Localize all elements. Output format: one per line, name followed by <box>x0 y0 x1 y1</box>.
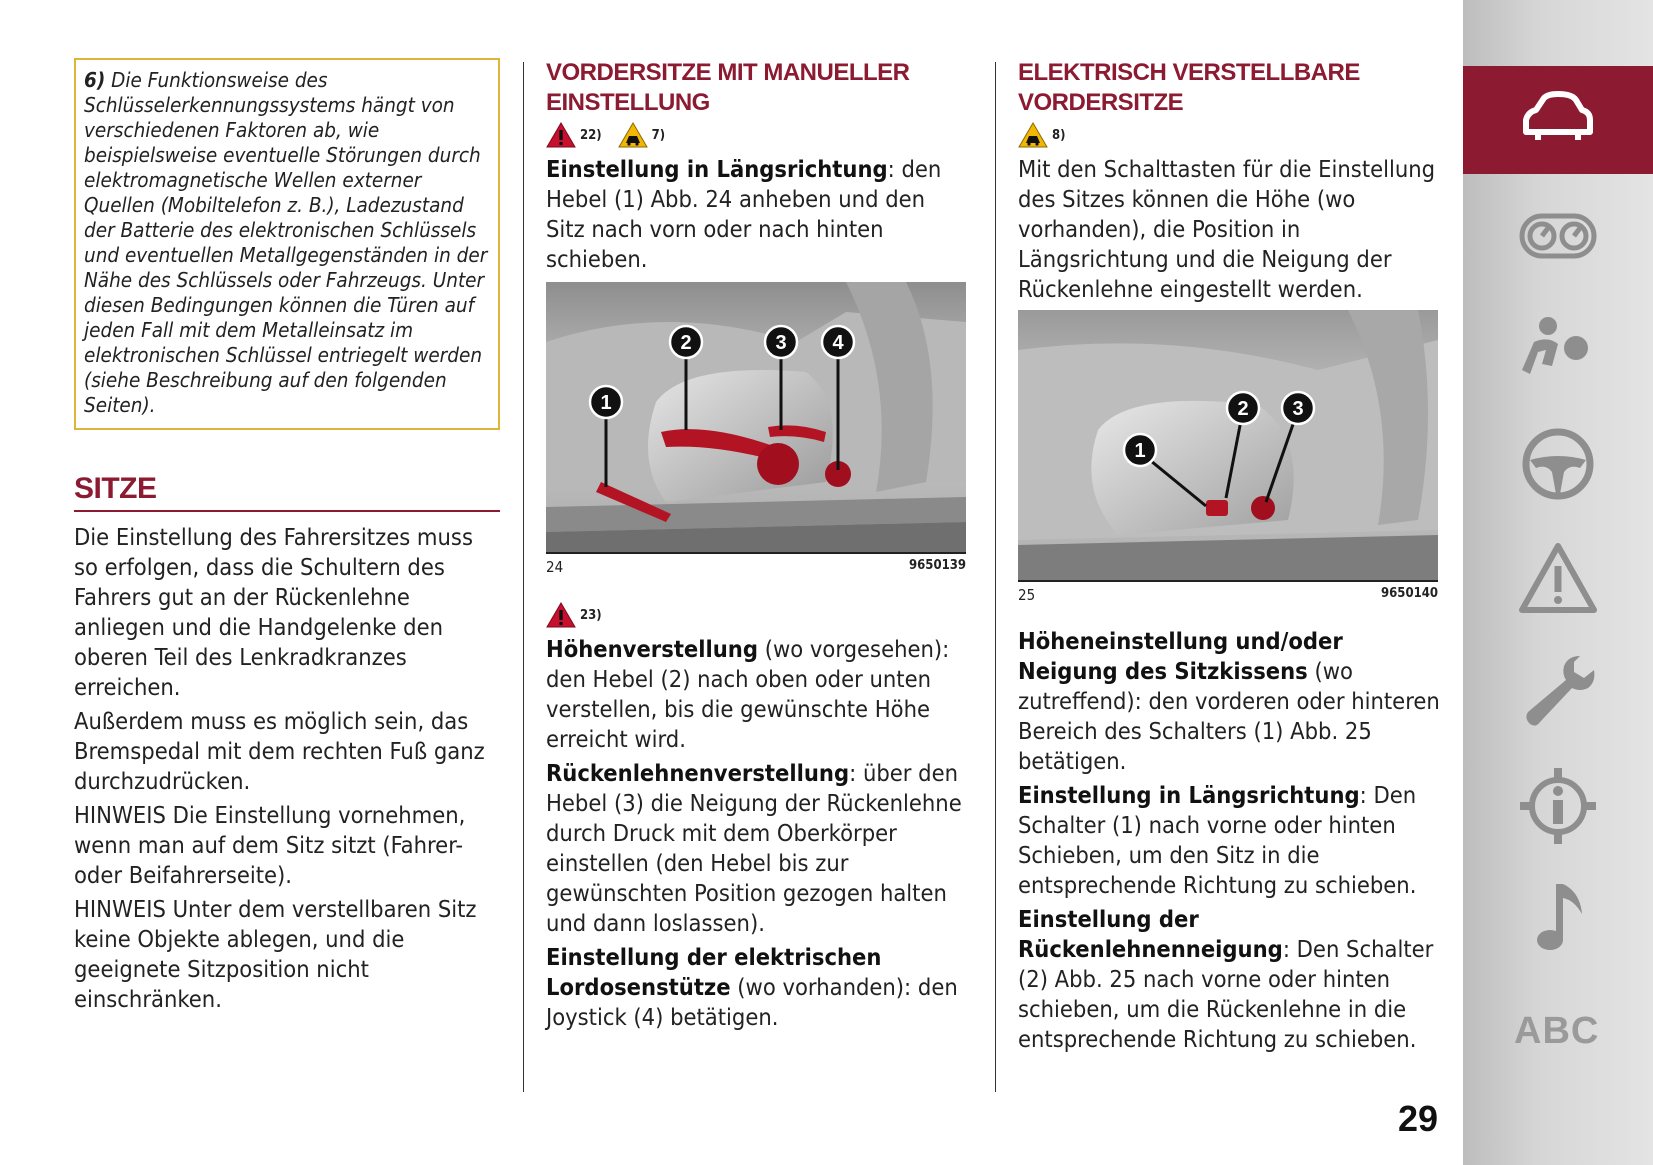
figure-number: 25 <box>1018 586 1036 604</box>
electric-seat-image <box>1018 310 1438 582</box>
footnote-text: Die Funktionsweise des Schlüsselerkennungssystems hängt von verschiedenen Faktoren ab, wie beispielsweise eventuelle Störungen durch elektromagnetische Wellen externer Quellen (Mobiltelefon z. B.), Ladezustand der Batterie des elektronischen Schlüssels und eventuellen Metallgegenständen in der Nähe des Schlüssels oder Fahrzeugs. Unter diesen Bedingungen können die Türen auf jeden Fall mit dem Metalleinsatz im elektronischen Schlüssel entriegelt werden (siehe Beschreibung auf den folgenden Seiten). <box>84 68 488 417</box>
warning-ref[interactable]: 22) <box>580 127 602 143</box>
sitze-paragraph-3: HINWEIS Die Einstellung vornehmen, wenn man auf dem Sitz sitzt (Fahrer- oder Beifahrerseite). <box>74 801 466 889</box>
caution-triangle-icon <box>1018 122 1048 148</box>
paragraph-text: : über den Hebel (3) die Neigung der Rückenlehne durch Druck mit dem Oberkörper einstellen (den Hebel bis zur gewünschten Position gezogen halten und dann loslassen). <box>546 759 962 937</box>
callout-label: 4 <box>832 332 844 354</box>
title-line: VORDERSITZE MIT MANUELLER <box>546 59 910 86</box>
paragraph-text: (wo zutreffend): den vorderen oder hinteren Bereich des Schalters (1) Abb. 25 betätigen. <box>1018 657 1440 775</box>
paragraph-text: (wo vorhanden): den Joystick (4) betätigen. <box>546 973 958 1031</box>
figure-caption <box>546 558 966 576</box>
title-line: ELEKTRISCH VERSTELLBARE <box>1018 59 1360 86</box>
callout-label: 2 <box>680 332 692 354</box>
danger-triangle-icon <box>546 122 576 148</box>
warning-refs <box>1018 120 1448 150</box>
paragraph-text: (wo vorgesehen): den Hebel (2) nach oben oder unten verstellen, bis die gewünschte Höhe erreicht wird. <box>546 635 950 753</box>
bold-term: Rückenlehnenverstellung <box>546 759 850 787</box>
caution-triangle-icon <box>618 122 648 148</box>
sitze-paragraph-2: Außerdem muss es möglich sein, das Bremspedal mit dem rechten Fuß ganz durchzudrücken. <box>74 707 485 795</box>
warning-ref[interactable]: 8) <box>1052 127 1066 143</box>
electric-paragraph-3 <box>1018 780 1448 900</box>
column-divider <box>523 62 524 1092</box>
sitze-paragraph-4: HINWEIS Unter dem verstellbaren Sitz keine Objekte ablegen, und die geeignete Sitzposition nicht einschränken. <box>74 895 477 1013</box>
title-line: EINSTELLUNG <box>546 89 710 116</box>
paragraph-text: : den Hebel (1) Abb. 24 anheben und den Sitz nach vorn oder nach hinten schieben. <box>546 155 942 273</box>
gear-info-icon[interactable] <box>1518 766 1598 846</box>
danger-triangle-icon <box>546 602 576 628</box>
figure-number: 24 <box>546 558 564 576</box>
footnote-number: 6) <box>84 68 106 92</box>
figure-24 <box>546 282 966 576</box>
callout-label: 3 <box>775 332 787 354</box>
warning-refs <box>546 600 966 630</box>
abc-index-label[interactable]: ABC <box>1514 1010 1600 1052</box>
car-icon[interactable] <box>1518 80 1598 160</box>
manual-paragraph-2 <box>546 634 966 754</box>
electric-paragraph-4 <box>1018 904 1448 1054</box>
callout-label: 1 <box>600 392 612 414</box>
section-title-electric <box>1018 58 1448 118</box>
electric-paragraph-2 <box>1018 626 1448 776</box>
column-divider <box>995 62 996 1092</box>
bold-term: Einstellung in Längsrichtung <box>546 155 888 183</box>
section-title-sitze: SITZE <box>74 472 500 512</box>
figure-code: 9650140 <box>1381 586 1438 601</box>
manual-paragraph-3 <box>546 758 966 938</box>
callout-label: 1 <box>1134 440 1146 462</box>
manual-seat-image <box>546 282 966 554</box>
column-middle <box>546 58 966 1036</box>
manual-paragraph-4 <box>546 942 966 1032</box>
wrench-icon[interactable] <box>1518 650 1598 730</box>
warning-ref[interactable]: 7) <box>651 127 666 143</box>
electric-paragraph-1: Mit den Schalttasten für die Einstellung des Sitzes können die Höhe (wo vorhanden), die Position in Längsrichtung und die Neigung der Rückenlehne eingestellt werden. <box>1018 155 1436 303</box>
warning-refs <box>546 120 966 150</box>
music-note-icon[interactable] <box>1518 878 1598 958</box>
bold-term: Einstellung in Längsrichtung <box>1018 781 1360 809</box>
bold-term: Einstellung der Rückenlehnenneigung <box>1018 905 1283 963</box>
figure-caption <box>1018 586 1438 604</box>
warning-ref[interactable]: 23) <box>580 607 602 623</box>
dashboard-icon[interactable] <box>1518 196 1598 276</box>
bold-term: Höheneinstellung und/oder Neigung des Sitzkissens <box>1018 627 1343 685</box>
airbag-icon[interactable] <box>1518 312 1598 392</box>
warning-triangle-icon[interactable] <box>1518 540 1598 620</box>
bold-term: Einstellung der elektrischen Lordosenstütze <box>546 943 882 1001</box>
column-right <box>1018 58 1448 1058</box>
steering-wheel-icon[interactable] <box>1518 424 1598 504</box>
page-number: 29 <box>1398 1098 1439 1139</box>
paragraph-text: : Den Schalter (1) nach vorne oder hinten Schieben, um den Sitz in die entsprechende Richtung zu schieben. <box>1018 781 1417 899</box>
paragraph-text: : Den Schalter (2) Abb. 25 nach vorne oder hinten schieben, um die Rückenlehne in die entsprechende Richtung zu schieben. <box>1018 935 1434 1053</box>
bold-term: Höhenverstellung <box>546 635 758 663</box>
callout-label: 2 <box>1237 398 1249 420</box>
sitze-paragraph-1: Die Einstellung des Fahrersitzes muss so erfolgen, dass die Schultern des Fahrers gut an der Rückenlehne anliegen und die Handgelenke den oberen Teil des Lenkradkranzes erreichen. <box>74 523 473 701</box>
column-left <box>74 58 500 1018</box>
chapter-sidebar <box>1463 0 1653 1165</box>
manual-paragraph-1 <box>546 154 966 274</box>
footnote-box <box>74 58 500 430</box>
title-line: VORDERSITZE <box>1018 89 1184 116</box>
section-title-manual <box>546 58 966 118</box>
figure-code: 9650139 <box>909 558 966 573</box>
callout-label: 3 <box>1292 398 1304 420</box>
figure-25 <box>1018 310 1438 604</box>
